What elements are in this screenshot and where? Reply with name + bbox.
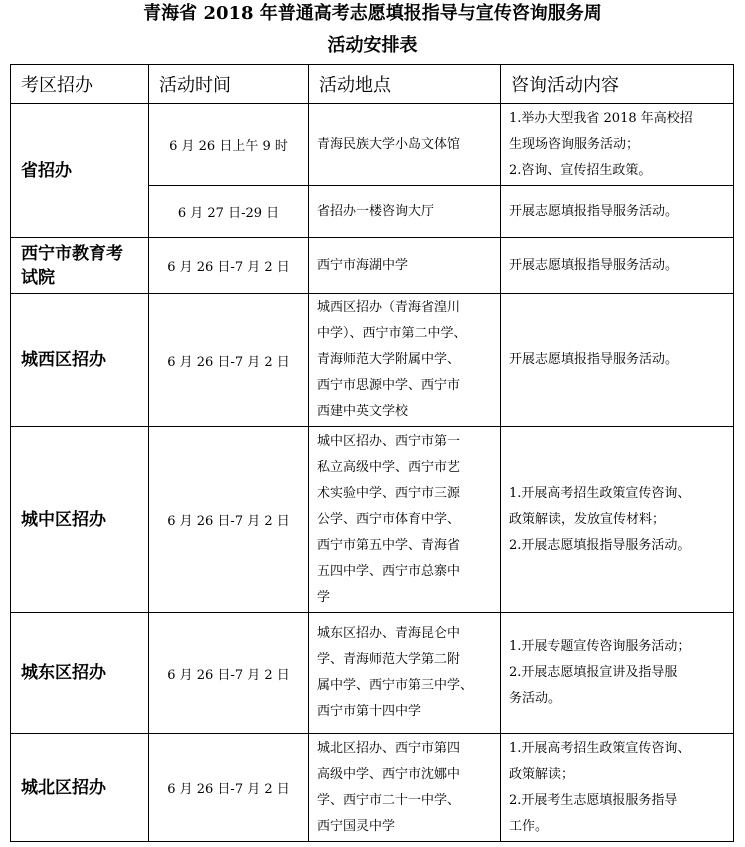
place-line: 城北区招办、西宁市第四 bbox=[317, 740, 461, 756]
place-cell bbox=[309, 186, 501, 238]
place-cell bbox=[309, 104, 501, 186]
time-cell: 6 月 27 日-29 日 bbox=[149, 186, 309, 238]
table-header-row bbox=[11, 65, 734, 104]
place-line: 五四中学、西宁市总寨中 bbox=[317, 563, 461, 579]
content-cell bbox=[501, 238, 734, 294]
time-cell: 6 月 26 日-7 月 2 日 bbox=[149, 238, 309, 294]
area-name: 省招办 bbox=[21, 160, 72, 181]
content-line: 开展志愿填报指导服务活动。 bbox=[509, 352, 679, 367]
place-line: 学、青海师范大学第二附 bbox=[317, 652, 461, 667]
content-line: 生现场咨询服务活动； bbox=[509, 136, 640, 152]
area-cell bbox=[11, 427, 149, 613]
column-header-place: 活动地点 bbox=[309, 65, 501, 104]
place-line: 高级中学、西宁市沈娜中 bbox=[317, 766, 461, 782]
place-line: 城中区招办、西宁市第一 bbox=[317, 433, 461, 449]
area-name-line: 试院 bbox=[21, 267, 55, 288]
content-line: 2.开展考生志愿填报服务指导 bbox=[509, 792, 678, 808]
place-line: 青海民族大学小岛文体馆 bbox=[317, 136, 461, 152]
place-line: 西宁市思源中学、西宁市 bbox=[317, 378, 461, 393]
content-line: 开展志愿填报指导服务活动。 bbox=[509, 257, 679, 273]
content-line: 1.举办大型我省 2018 年高校招 bbox=[509, 110, 693, 126]
place-line: 中学）、西宁市第二中学、 bbox=[317, 326, 467, 341]
area-cell bbox=[11, 294, 149, 427]
area-name: 城中区招办 bbox=[21, 509, 106, 530]
place-cell bbox=[309, 427, 501, 613]
schedule-table bbox=[10, 64, 734, 842]
place-line: 西宁市海湖中学 bbox=[317, 257, 409, 273]
content-cell bbox=[501, 613, 734, 734]
place-line: 城西区招办（青海省湟川 bbox=[317, 300, 461, 315]
document-subtitle: 活动安排表 bbox=[327, 35, 418, 56]
place-cell bbox=[309, 613, 501, 734]
place-cell bbox=[309, 734, 501, 842]
place-line: 省招办一楼咨询大厅 bbox=[317, 203, 435, 219]
content-line: 开展志愿填报指导服务活动。 bbox=[509, 203, 679, 219]
content-line: 1.开展高考招生政策宣传咨询、 bbox=[509, 740, 691, 756]
table-row bbox=[11, 734, 734, 842]
area-cell bbox=[11, 734, 149, 842]
content-line: 1.开展高考招生政策宣传咨询、 bbox=[509, 485, 691, 501]
place-line: 城东区招办、青海昆仑中 bbox=[317, 626, 461, 641]
content-line: 2.开展志愿填报宣讲及指导服 bbox=[509, 665, 678, 680]
table-row bbox=[11, 294, 734, 427]
area-cell bbox=[11, 104, 149, 238]
content-line: 1.开展专题宣传咨询服务活动； bbox=[509, 639, 691, 654]
column-header-content: 咨询活动内容 bbox=[501, 65, 734, 104]
area-name: 城西区招办 bbox=[21, 350, 106, 370]
document-title: 青海省 2018 年普通高考志愿填报指导与宣传咨询服务周 bbox=[143, 3, 602, 24]
content-cell bbox=[501, 294, 734, 427]
content-cell bbox=[501, 427, 734, 613]
table-row bbox=[11, 613, 734, 734]
place-cell bbox=[309, 294, 501, 427]
area-name: 城东区招办 bbox=[21, 663, 106, 683]
time-cell: 6 月 26 日-7 月 2 日 bbox=[149, 427, 309, 613]
time-cell: 6 月 26 日-7 月 2 日 bbox=[149, 613, 309, 734]
content-line: 2.咨询、宣传招生政策。 bbox=[509, 162, 652, 178]
content-cell bbox=[501, 186, 734, 238]
place-line: 西宁市第五中学、青海省 bbox=[317, 537, 461, 553]
content-line: 政策解读，发放宣传材料； bbox=[509, 511, 666, 527]
place-line: 青海师范大学附属中学、 bbox=[317, 352, 461, 367]
place-line: 西宁市第十四中学 bbox=[317, 704, 422, 719]
table-row bbox=[11, 238, 734, 294]
place-line: 属中学、西宁市第三中学、 bbox=[317, 678, 474, 693]
time-cell: 6 月 26 日-7 月 2 日 bbox=[149, 294, 309, 427]
area-name: 城北区招办 bbox=[21, 777, 106, 798]
area-cell bbox=[11, 238, 149, 294]
place-line: 西建中英文学校 bbox=[317, 404, 409, 419]
place-line: 西宁国灵中学 bbox=[317, 818, 396, 834]
time-cell: 6 月 26 日-7 月 2 日 bbox=[149, 734, 309, 842]
content-line: 2.开展志愿填报指导服务活动。 bbox=[509, 537, 691, 553]
content-cell bbox=[501, 734, 734, 842]
table-row bbox=[11, 427, 734, 613]
place-line: 术实验中学、西宁市三源 bbox=[317, 485, 461, 501]
time-cell: 6 月 26 日上午 9 时 bbox=[149, 104, 309, 186]
table-row bbox=[11, 104, 734, 186]
place-cell bbox=[309, 238, 501, 294]
content-line: 工作。 bbox=[509, 818, 549, 834]
content-line: 政策解读； bbox=[509, 766, 575, 782]
place-line: 公学、西宁市体育中学、 bbox=[317, 511, 461, 527]
column-header-area: 考区招办 bbox=[11, 65, 149, 104]
column-header-time: 活动时间 bbox=[149, 65, 309, 104]
area-cell bbox=[11, 613, 149, 734]
content-line: 务活动。 bbox=[509, 691, 562, 706]
area-name-line: 西宁市教育考 bbox=[21, 243, 123, 264]
place-line: 学、西宁市二十一中学、 bbox=[317, 792, 461, 808]
content-cell bbox=[501, 104, 734, 186]
place-line: 私立高级中学、西宁市艺 bbox=[317, 459, 461, 475]
place-line: 学 bbox=[317, 589, 331, 605]
